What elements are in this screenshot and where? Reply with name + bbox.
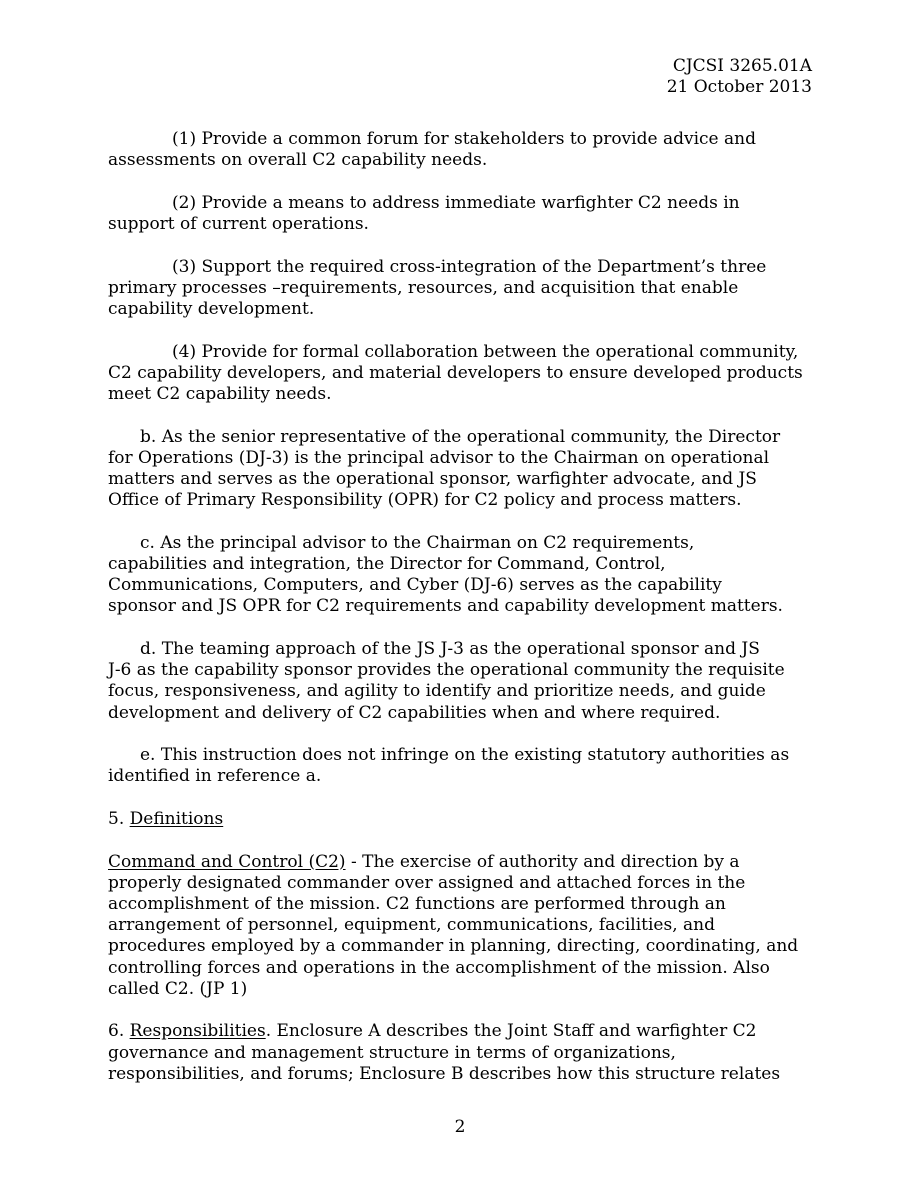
text-line: primary processes –requirements, resources, and acquisition that enable	[108, 277, 739, 298]
document-id: CJCSI 3265.01A	[672, 56, 812, 76]
section-responsibilities	[108, 1021, 818, 1085]
paragraph-item-d	[108, 639, 818, 724]
section-number: 6.	[108, 1021, 130, 1042]
section-heading-definitions	[108, 809, 818, 830]
paragraph-item-2	[108, 193, 818, 235]
section-number: 5.	[108, 809, 130, 829]
text-line: properly designated commander over assigned and attached forces in the	[108, 872, 746, 893]
section-text: . Enclosure A describes the Joint Staff and warfighter C2	[265, 1021, 757, 1042]
text-line: capabilities and integration, the Director for Command, Control,	[108, 554, 666, 574]
definition-c2	[108, 852, 818, 1000]
section-title: Definitions	[129, 809, 224, 829]
text-line: matters and serves as the operational sponsor, warfighter advocate, and JS	[108, 469, 757, 489]
text-line: c. As the principal advisor to the Chairman on C2 requirements,	[140, 532, 695, 553]
text-line: governance and management structure in terms of organizations,	[108, 1042, 676, 1063]
text-line: identified in reference a.	[108, 766, 322, 787]
document-date: 21 October 2013	[666, 77, 812, 97]
text-line: controlling forces and operations in the accomplishment of the mission. Also	[108, 957, 770, 978]
definition-term: Command and Control (C2)	[108, 851, 346, 872]
text-line: C2 capability developers, and material developers to ensure developed products	[108, 362, 803, 383]
text-line: called C2. (JP 1)	[108, 978, 248, 999]
paragraph-item-3	[108, 257, 818, 321]
text-line: Office of Primary Responsibility (OPR) for C2 policy and process matters.	[108, 490, 742, 511]
text-line: J-6 as the capability sponsor provides the operational community the requisite	[108, 660, 785, 681]
text-line: (3) Support the required cross-integration of the Department’s three	[172, 256, 767, 277]
page-number: 2	[454, 1117, 466, 1137]
paragraph-item-c	[108, 533, 818, 618]
document-header	[667, 56, 812, 98]
definition-text: - The exercise of authority and direction by a	[345, 851, 740, 872]
text-line: sponsor and JS OPR for C2 requirements and capability development matters.	[108, 596, 783, 617]
text-line: assessments on overall C2 capability needs.	[108, 150, 488, 171]
text-line: (1) Provide a common forum for stakeholders to provide advice and	[172, 129, 756, 149]
text-line: d. The teaming approach of the JS J-3 as the operational sponsor and JS	[140, 639, 760, 659]
text-line: (4) Provide for formal collaboration between the operational community,	[172, 341, 799, 362]
text-line: b. As the senior representative of the operational community, the Director	[140, 426, 781, 447]
paragraph-item-b	[108, 427, 818, 512]
section-title: Responsibilities	[129, 1021, 266, 1042]
text-line	[108, 852, 818, 873]
text-line: focus, responsiveness, and agility to identify and prioritize needs, and guide	[108, 681, 766, 702]
paragraph-item-e	[108, 745, 818, 787]
paragraph-item-4	[108, 342, 818, 406]
text-line: e. This instruction does not infringe on the existing statutory authorities as	[140, 745, 790, 766]
text-line: Communications, Computers, and Cyber (DJ-6) serves as the capability	[108, 575, 722, 596]
text-line: for Operations (DJ-3) is the principal advisor to the Chairman on operational	[108, 447, 770, 468]
text-line: support of current operations.	[108, 214, 369, 234]
text-line: responsibilities, and forums; Enclosure B describes how this structure relates	[108, 1063, 781, 1084]
text-line	[108, 809, 818, 830]
paragraph-item-1	[108, 129, 818, 171]
document-body	[108, 129, 818, 1106]
text-line: accomplishment of the mission. C2 functions are performed through an	[108, 894, 726, 914]
text-line	[108, 1021, 818, 1042]
text-line: meet C2 capability needs.	[108, 384, 332, 404]
text-line: arrangement of personnel, equipment, communications, facilities, and	[108, 915, 715, 936]
text-line: development and delivery of C2 capabilities when and where required.	[108, 702, 721, 723]
text-line: procedures employed by a commander in planning, directing, coordinating, and	[108, 936, 799, 957]
text-line: capability development.	[108, 299, 315, 319]
text-line: (2) Provide a means to address immediate warfighter C2 needs in	[172, 192, 740, 213]
